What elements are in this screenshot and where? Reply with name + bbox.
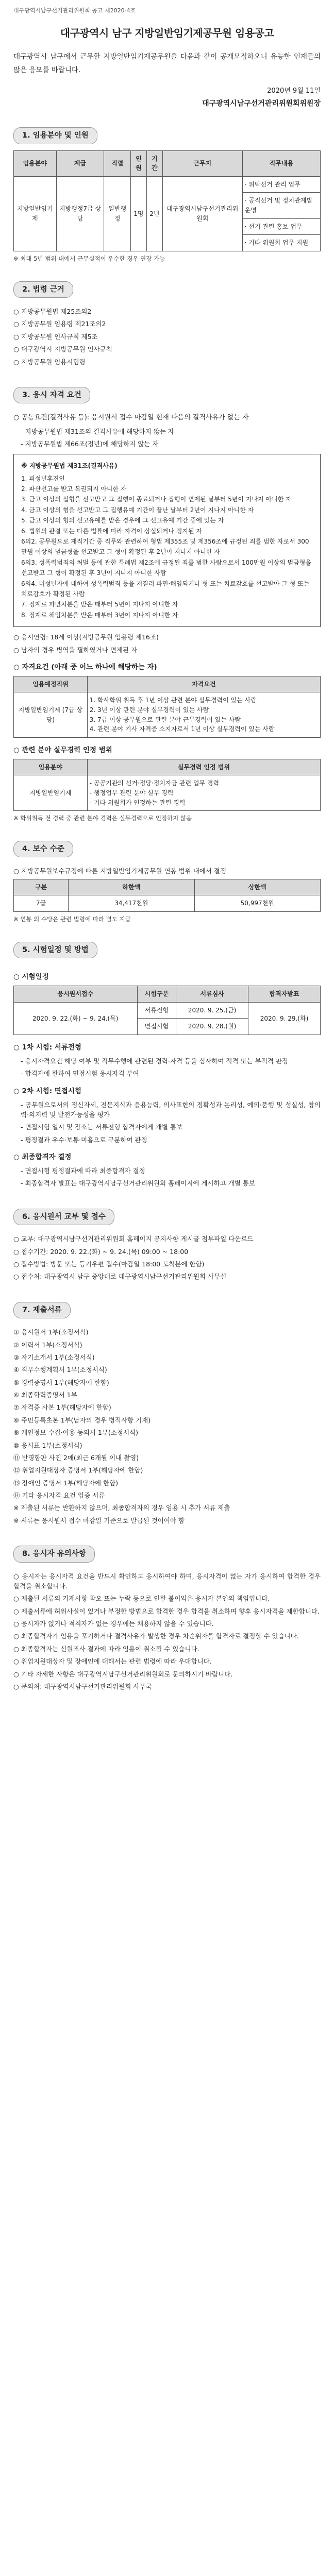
stage1-text: - 합격자에 한하여 면접시험 응시자격 부여 [21, 1070, 139, 1078]
qual-line: 3. 7급 이상 공무원으로 관련 분야 근무경력이 있는 사람 [89, 716, 241, 723]
duty-line: - 행정업무 관련 분야 실무 경력 [89, 789, 174, 796]
pay-table [13, 879, 321, 912]
duty-table [13, 759, 321, 811]
duty-line: - 공공기관의 선거·정당·정치자금 관련 업무 경력 [89, 779, 220, 787]
doc-item: ⑥ 최종학력증명서 1부 [13, 1391, 77, 1399]
disqualification-box [13, 454, 321, 627]
duty-item: · 위탁선거 관리 업무 [242, 176, 320, 193]
duty-table-title: ○ 관련 분야 실무경력 인정 범위 [13, 745, 112, 754]
section-6-title: 6. 응시원서 교부 및 접수 [13, 1209, 114, 1225]
box-line: 6의2. 공무원으로 재직기간 중 직무와 관련하여 형법 제355조 및 제356조에 규정된 죄를 범한 자로서 300만원 이상의 벌금형을 선고받고 그 형이 확정된 후 2년이 지나지 아니한 자 [21, 538, 309, 556]
qual-item: - 지방공무원법 제66조(정년)에 해당하지 않는 자 [21, 439, 159, 448]
qual-line: 1. 학사학위 취득 후 1년 이상 관련 분야 실무경력이 있는 사람 [89, 697, 257, 704]
stage1-text: - 응시자격요건 해당 여부 및 직무수행에 관련된 경력·자격 등을 심사하여 적격 또는 부적격 판정 [21, 1057, 288, 1065]
doc-item: ⑧ 주민등록초본 1부(남자의 경우 병적사항 기재) [13, 1416, 151, 1424]
stage2-text: - 면접시험 일시 및 장소는 서류전형 합격자에게 개별 통보 [21, 1123, 183, 1131]
col-head: 계급 [56, 150, 104, 176]
notice-number: 대구광역시남구선거관리위원회 공고 제2020-4호 [13, 7, 136, 14]
box-line: 6의4. 미성년자에 대하여 성폭력범죄 등을 저질러 파면·해임되거나 형 또는 치료감호를 선고받아 그 형 또는 치료감호가 확정된 사람 [21, 580, 310, 598]
cell: 대구광역시남구선거관리위원회 [162, 176, 242, 251]
box-line: 1. 피성년후견인 [21, 474, 65, 482]
caution-item: ○ 기타 자세한 사항은 대구광역시남구선거관리위원회로 문의하시기 바랍니다. [13, 1670, 233, 1678]
col-head: 실무경력 인정 범위 [87, 759, 320, 775]
qual-line: 4. 관련 분야 기사 자격증 소지자로서 1년 이상 실무경력이 있는 사람 [89, 725, 275, 733]
cell: 50,997천원 [194, 895, 320, 912]
doc-item: ※ 제출된 서류는 반환하지 않으며, 최종합격자의 경우 임용 시 추가 서류 제출 [13, 1504, 230, 1512]
col-head: 직무내용 [242, 150, 320, 176]
caution-item: ○ 최종합격자가 임용을 포기하거나 결격사유가 발생한 경우 차순위자를 합격자로 결정할 수 있습니다. [13, 1632, 299, 1640]
col-head: 임용분야 [14, 759, 88, 775]
cell: 지방일반임기제 [14, 775, 88, 811]
doc-item: ① 응시원서 1부(소정서식) [13, 1328, 89, 1336]
doc-item: ※ 서류는 응시원서 접수 마감일 기준으로 발급된 것이어야 함 [13, 1516, 185, 1524]
cell: 2020. 9. 29.(화) [248, 1002, 321, 1035]
section-5-title: 5. 시험일정 및 방법 [13, 942, 97, 958]
box-line: 5. 금고 이상의 형의 선고유예를 받은 경우에 그 선고유예 기간 중에 있는 자 [21, 517, 224, 524]
pay-desc: ○ 지방공무원보수규정에 따른 지방일반임기제공무원 연봉 범위 내에서 결정 [13, 867, 227, 875]
section-1-title: 1. 임용분야 및 인원 [13, 127, 97, 144]
caution-item: ○ 최종합격자는 신원조사 결과에 따라 임용이 취소될 수 있습니다. [13, 1645, 199, 1653]
table-note: ※ 최대 5년 범위 내에서 근무실적이 우수한 경우 연장 가능 [13, 255, 165, 262]
cell: 지방행정7급 상당 [56, 176, 104, 251]
col-head: 하한액 [69, 879, 194, 895]
cell [87, 692, 320, 737]
notice-date: 2020년 9월 11일 [267, 87, 321, 95]
doc-item: ⑪ 반명함판 사진 2매(최근 6개월 이내 촬영) [13, 1453, 139, 1462]
cell: 2020. 9. 22.(화) ~ 9. 24.(목) [14, 1002, 138, 1035]
col-head: 인원 [130, 150, 146, 176]
section-7-title: 7. 제출서류 [13, 1302, 71, 1318]
cell: 2년 [146, 176, 162, 251]
col-head: 임용예정직위 [14, 676, 88, 692]
cell [87, 775, 320, 811]
law-item: ○ 지방공무원 인사규칙 제5조 [13, 332, 98, 341]
stage2-text: - 평정결과 우수·보통·미흡으로 구분하여 판정 [21, 1136, 147, 1144]
section-4-title: 4. 보수 수준 [13, 841, 73, 857]
box-line: 7. 징계로 파면처분을 받은 때부터 5년이 지나지 아니한 자 [21, 601, 178, 608]
duty-item: · 공직선거 및 정치관계법 운영 [242, 193, 320, 218]
apply-item: ○ 접수방법: 방문 또는 등기우편 접수(마감일 18:00 도착분에 한함) [13, 1260, 205, 1268]
caution-item: ○ 제출된 서류의 기재사항 착오 또는 누락 등으로 인한 불이익은 응시자 본인의 책임입니다. [13, 1595, 270, 1603]
cell: 지방일반임기제 (7급 상당) [14, 692, 88, 737]
col-head: 응시원서접수 [14, 986, 138, 1003]
qual-line: 2. 3년 이상 관련 분야 실무경력이 있는 사람 [89, 706, 209, 714]
doc-item: ⑨ 개인정보 수집·이용 동의서 1부(소정서식) [13, 1429, 138, 1437]
caution-item: ○ 문의처: 대구광역시남구선거관리위원회 사무국 [13, 1682, 152, 1690]
box-line: 4. 금고 이상의 형을 선고받고 그 집행유예 기간이 끝난 날부터 2년이 지나지 아니한 자 [21, 506, 254, 514]
apply-item: ○ 접수기간: 2020. 9. 22.(화) ~ 9. 24.(목) 09:00 ~ 18:00 [13, 1247, 189, 1256]
doc-item: ⑫ 취업지원대상자 증명서 1부(해당자에 한함) [13, 1466, 143, 1475]
col-head: 구분 [14, 879, 69, 895]
caution-item: ○ 응시자는 응시자격 요건을 반드시 확인하고 응시하여야 하며, 응시자격이 없는 자가 응시하여 합격한 경우 합격을 취소합니다. [13, 1572, 321, 1590]
section-8-title: 8. 응시자 유의사항 [13, 1546, 95, 1562]
doc-item: ③ 자기소개서 1부(소정서식) [13, 1353, 95, 1361]
cell: 2020. 9. 25.(금) [176, 1002, 248, 1019]
box-line: 6. 법원의 판결 또는 다른 법률에 따라 자격이 상실되거나 정지된 자 [21, 527, 202, 535]
section-2-title: 2. 법령 근거 [13, 281, 73, 298]
qualification-table [13, 676, 321, 738]
col-head: 합격자발표 [248, 986, 321, 1003]
position-table [13, 150, 321, 251]
col-head: 상한액 [194, 879, 320, 895]
cell: 서류전형 [137, 1002, 176, 1019]
stage2-title: ○ 2차 시험: 면접시험 [13, 1087, 81, 1095]
qual-table-title: ○ 자격요건 (아래 중 어느 하나에 해당하는 자) [13, 663, 157, 671]
caution-item: ○ 제출서류에 허위사실이 있거나 부정한 방법으로 합격한 경우 합격을 취소하며 향후 응시자격을 제한합니다. [13, 1607, 320, 1615]
col-head: 직렬 [104, 150, 131, 176]
col-head: 시험구분 [137, 986, 176, 1003]
stage2-text: - 공무원으로서의 정신자세, 전문지식과 응용능력, 의사표현의 정확성과 논리성, 예의·품행 및 성실성, 창의력·의지력 및 발전가능성을 평가 [21, 1100, 321, 1118]
schedule-table [13, 986, 321, 1035]
final-title: ○ 최종합격자 결정 [13, 1153, 72, 1162]
final-text: - 면접시험 평정결과에 따라 최종합격자 결정 [21, 1166, 145, 1175]
apply-item: ○ 교부: 대구광역시남구선거관리위원회 홈페이지 공지사항 게시글 첨부파일 다운로드 [13, 1235, 254, 1243]
law-item: ○ 지방공무원 임용령 제21조의2 [13, 320, 106, 328]
qual-item: ○ 응시연령: 18세 이상(지방공무원 임용령 제16조) [13, 633, 159, 641]
cell: 일반행정 [104, 176, 131, 251]
law-item: ○ 지방공무원 임용시험령 [13, 358, 86, 366]
box-line: 2. 파산선고를 받고 복권되지 아니한 자 [21, 485, 127, 493]
duty-item: · 선거 관련 홍보 업무 [242, 218, 320, 235]
issuer: 대구광역시남구선거관리위원회위원장 [202, 99, 321, 108]
col-head: 임용분야 [14, 150, 57, 176]
cell: 2020. 9. 28.(월) [176, 1019, 248, 1035]
col-head: 자격요건 [87, 676, 320, 692]
intro-paragraph: 대구광역시 남구에서 근무할 지방일반임기제공무원을 다음과 같이 공개모집하오니 유능한 인재들의 많은 응모를 바랍니다. [13, 53, 321, 74]
doc-item: ⑭ 기타 응시자격 요건 입증 서류 [13, 1492, 105, 1499]
duty-note: ※ 학위취득 전 경력 중 관련 분야 경력은 실무경력으로 인정하지 않음 [13, 815, 192, 822]
doc-item: ⑤ 경력증명서 1부(해당자에 한함) [13, 1378, 109, 1386]
qual-item: - 지방공무원법 제31조의 결격사유에 해당하지 않는 자 [21, 427, 174, 435]
doc-item: ⑩ 응시표 1부(소정서식) [13, 1441, 82, 1449]
law-item: ○ 대구광역시 지방공무원 인사규칙 [13, 345, 112, 353]
stage1-title: ○ 1차 시험: 서류전형 [13, 1043, 81, 1052]
doc-item: ② 이력서 1부(소정서식) [13, 1341, 82, 1349]
col-head: 기간 [146, 150, 162, 176]
caution-item: ○ 응시자가 없거나 적격자가 없는 경우에는 채용하지 않을 수 있습니다. [13, 1620, 214, 1628]
doc-item: ⑦ 자격증 사본 1부(해당자에 한함) [13, 1403, 111, 1412]
col-head: 근무지 [162, 150, 242, 176]
box-title: ※ 지방공무원법 제31조(결격사유) [21, 462, 118, 470]
qual-item: ○ 남자의 경우 병역을 필하였거나 면제된 자 [13, 646, 138, 654]
apply-item: ○ 접수처: 대구광역시 남구 중앙대로 대구광역시남구선거관리위원회 사무실 [13, 1273, 227, 1281]
box-line: 6의3. 성폭력범죄의 처벌 등에 관한 특례법 제2조에 규정된 죄를 범한 사람으로서 100만원 이상의 벌금형을 선고받고 그 형이 확정된 후 3년이 지나지 아니한 사람 [21, 558, 311, 577]
cell: 7급 [14, 895, 69, 912]
schedule-title: ○ 시험일정 [13, 973, 49, 981]
cell: 1명 [130, 176, 146, 251]
duty-item: · 기타 위원회 업무 지원 [242, 235, 320, 251]
cell: 면접시험 [137, 1019, 176, 1035]
final-text: - 최종합격자 발표는 대구광역시남구선거관리위원회 홈페이지에 게시하고 개별 통보 [21, 1179, 255, 1188]
cell: 34,417천원 [69, 895, 194, 912]
col-head: 서류심사 [176, 986, 248, 1003]
pay-note: ※ 연봉 외 수당은 관련 법령에 따라 별도 지급 [13, 915, 131, 923]
common-qualification: ○ 공통요건(결격사유 등): 응시원서 접수 마감일 현재 다음의 결격사유가 없는 자 [13, 414, 249, 422]
section-3-title: 3. 응시 자격 요건 [13, 387, 90, 403]
document-title: 대구광역시 남구 지방일반임기제공무원 임용공고 [60, 27, 274, 40]
law-item: ○ 지방공무원법 제25조의2 [13, 308, 92, 316]
box-line: 8. 징계로 해임처분을 받은 때부터 3년이 지나지 아니한 자 [21, 611, 178, 619]
duty-line: - 기타 위원회가 인정하는 관련 경력 [89, 799, 186, 806]
doc-item: ④ 직무수행계획서 1부(소정서식) [13, 1366, 107, 1374]
box-line: 3. 금고 이상의 실형을 선고받고 그 집행이 종료되거나 집행이 면제된 날부터 5년이 지나지 아니한 자 [21, 496, 292, 503]
caution-item: ○ 취업지원대상자 및 장애인에 대해서는 관련 법령에 따라 우대합니다. [13, 1657, 212, 1666]
cell: 지방일반임기제 [14, 176, 57, 251]
doc-item: ⑬ 장애인 증명서 1부(해당자에 한함) [13, 1479, 119, 1487]
